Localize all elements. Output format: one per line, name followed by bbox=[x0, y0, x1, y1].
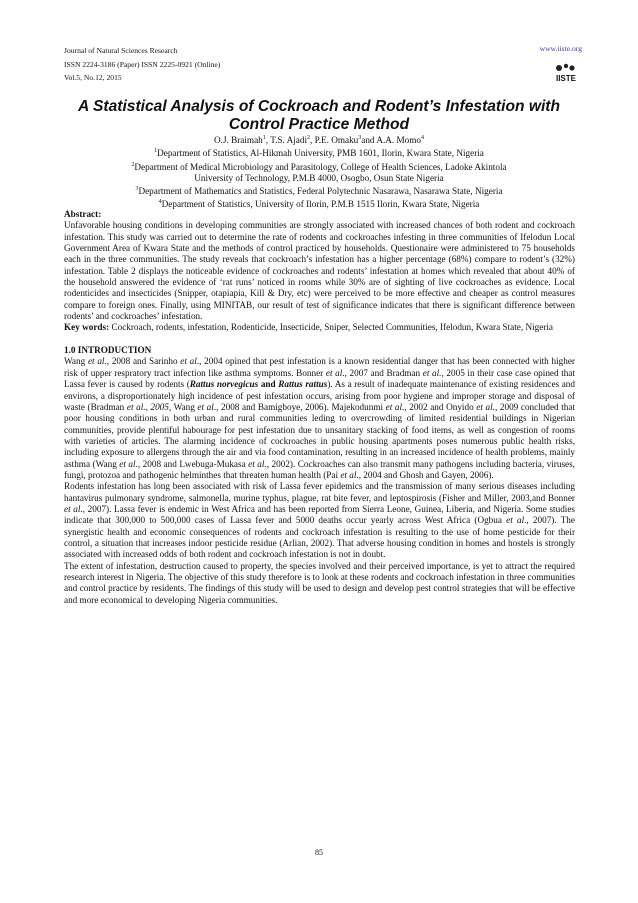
text-run: et al., 2005, bbox=[126, 401, 172, 412]
intro-paragraph-2 bbox=[64, 481, 575, 560]
affiliation-sup: 4 bbox=[158, 199, 162, 206]
text-run: Rattus rattus bbox=[278, 379, 328, 390]
text-run: ., 2007). The synergistic health and economic consequences of rodents and cockroach infestation is resulting to the use of home pesticide for their control, a situation that increases indoor pesticide residue (Arlian, 2002). That adverse housing condition in homes and hostels is strongly associated with increased odds of both rodent and cockroach infestation is not in doubt. bbox=[64, 515, 575, 560]
affiliation-text: Department of Statistics, Al-Hikmah University, PMB 1601, Ilorin, Kwara State, Nigeria bbox=[157, 148, 484, 159]
text-run: et al bbox=[87, 356, 105, 367]
author-1: O.J. Braimah bbox=[214, 135, 263, 146]
text-run: ., 2002 and Onyido bbox=[402, 401, 477, 412]
author-list bbox=[60, 133, 578, 146]
abstract-text: Unfavorable housing conditions in developing communities are strongly associated with increased chances of both rodent and cockroach infestation. This study was carried out to determine the rate of rodents and cockroaches infesting in three communities of Ifelodun Local Government Area of Kwara State and the methods of control practiced by households. Questionaire were administered to 75 households each in the three communities. The study reveals that cockroach’s infestation has a higher percentage (68%) compare to rodent’s (32%) infestation. Table 2 displays the noticeable evidence of cockroaches and rodents’ infestation at homes which revealed that about 40% of the household answered the evidence of ‘rat runs’ noticed in rooms while 30% are of sighting of live cockroaches as evidence. Local rodenticides and insecticides (Snipper, otapiapia, Kill & Dry, etc) were perceived to be more effective and cheaper as control measures compare to foreign ones. Finally, using MINITAB, our result of test of significance indicates that there is significant difference between rodents’ and cockroaches’ infestation. bbox=[64, 220, 575, 322]
affiliation-line bbox=[60, 160, 578, 173]
text-run: Rodents infestation has long been associated with risk of Lassa fever epidemics and the transmission of many serious diseases including hantavirus pulmonary syndrome, salmonella, murine typhus, plague, rat bite fever, and leptospirosis (Fisher and Miller, 2003,and Bonner bbox=[64, 481, 575, 503]
author-3-sup: 3 bbox=[358, 135, 362, 141]
text-run: Wang bbox=[64, 356, 88, 367]
abstract-heading: Abstract: bbox=[64, 209, 102, 219]
issn-line: ISSN 2224-3186 (Paper) ISSN 2225-0921 (Online) bbox=[64, 59, 221, 69]
text-run: ., 2007). Lassa fever is endemic in West Africa and has been reported from Sierra Leone, Guinea, Liberia, and Nigeria. Some studies indicate that 300,000 to 500,000 cases of Lassa fever and 5000 deaths occur yearly across West Africa (Ogbua bbox=[64, 503, 575, 526]
text-run: et al bbox=[64, 503, 81, 514]
text-run: ., 2008 and Lwebuga-Mukasa bbox=[135, 458, 249, 469]
text-run: et al bbox=[119, 458, 136, 469]
page-number: 85 bbox=[315, 848, 323, 857]
author-4-sup: 4 bbox=[420, 135, 424, 141]
paper-title: A Statistical Analysis of Cockroach and Rodent’s Infestation with Control Practice Method bbox=[77, 98, 561, 133]
text-run: Wang bbox=[171, 401, 198, 412]
text-run: ., 2002). Cockroaches can also transmit many pathogens including bacteria, viruses, fungi, protozoa and pathogenic helminthes that threaten human health (Pai bbox=[64, 458, 575, 480]
text-run: ., 2007 and Bradman bbox=[342, 367, 423, 378]
affiliation-text: Department of Mathematics and Statistics, Federal Polytechnic Nasarawa, Nasarawa State, Nigeria bbox=[138, 186, 503, 197]
text-run: ). As a result of inadequate maintenance of existing residences and environs, a disproportionately high incidence of pest infestation occurs, arising from poor hygiene and improper storage and disposal of waste (Bradman bbox=[64, 379, 575, 412]
svg-text:IISTE: IISTE bbox=[555, 74, 577, 83]
text-run: et al bbox=[506, 515, 525, 526]
text-run: ., 2004 opined that pest infestation is a known residential danger that has been connected with higher risk of upper respratory tract infection like asthma symptoms. Bonner bbox=[64, 356, 575, 378]
authors-block bbox=[60, 133, 578, 211]
author-2: , T.S. Ajadi bbox=[265, 135, 308, 146]
iiste-logo bbox=[553, 62, 579, 84]
journal-name: Journal of Natural Sciences Research bbox=[64, 46, 178, 55]
author-2-sup: 2 bbox=[307, 135, 311, 141]
text-run: , 2005 in their case case opined that Lassa fever is caused by rodents ( bbox=[64, 367, 575, 390]
affiliation-sup: 3 bbox=[135, 186, 139, 192]
paper-body bbox=[64, 209, 575, 606]
affiliations bbox=[60, 146, 578, 210]
text-run: Rattus norvegicus bbox=[189, 379, 259, 390]
journal-header bbox=[64, 44, 220, 85]
intro-paragraph-3: The extent of infestation, destruction caused to property, the species involved and their perceived importance, is yet to attract the required research interest in Nigeria. The objective of this study therefore is to look at these rodents and cockroach infestation in three communities and control practice by residents. The findings of this study will be used to design and develop pest control strategies that will be effective and more economical to developing Nigeria communities. bbox=[64, 560, 575, 605]
text-run: et al bbox=[180, 356, 197, 367]
intro-heading: 1.0 INTRODUCTION bbox=[64, 345, 152, 356]
volume-line: Vol.5, No.12, 2015 bbox=[64, 73, 122, 82]
affiliation-sup: 2 bbox=[131, 161, 135, 168]
author-3: , P.E. Omaku bbox=[310, 135, 359, 146]
author-4: and A.A. Momo bbox=[361, 135, 421, 146]
text-run: ., 2008 and Bamigboye, 2006). Majekodunmi bbox=[213, 401, 386, 412]
author-1-sup: 1 bbox=[262, 135, 266, 141]
text-run: et al. bbox=[422, 367, 442, 378]
text-run: ., 2004 and Ghosh and Gayen, 2006). bbox=[356, 469, 494, 480]
text-run: and bbox=[258, 379, 279, 390]
text-run: et al bbox=[325, 367, 343, 378]
text-run: ., 2008 and Sarinho bbox=[104, 356, 181, 367]
affiliation-sup: 1 bbox=[154, 148, 158, 155]
keywords-label: Key words: bbox=[64, 322, 110, 333]
journal-url-link[interactable]: www.iiste.org bbox=[539, 44, 582, 53]
affiliation-line bbox=[60, 146, 578, 159]
text-run: et al bbox=[340, 469, 357, 480]
text-run: et al bbox=[476, 401, 493, 412]
intro-paragraph-1 bbox=[64, 356, 575, 481]
affiliation-line bbox=[60, 184, 578, 197]
affiliation-line bbox=[60, 173, 578, 184]
keywords-text: Cockroach, rodents, infestation, Rodenticide, Insecticide, Sniper, Selected Communities, Ifelodun, Kwara State, Nigeria bbox=[109, 322, 553, 333]
text-run: et al bbox=[385, 401, 403, 412]
text-run: et al bbox=[197, 401, 214, 412]
affiliation-text: Department of Statistics, University of Ilorin, P.M.B 1515 Ilorin, Kwara State, Nigeria bbox=[161, 199, 480, 210]
text-run: et al bbox=[248, 458, 265, 469]
keywords bbox=[64, 322, 575, 333]
text-run: ., 2009 concluded that poor housing conditions in both urban and rural communities leding to overcrowding of limited residential buildings in Nigerian communities, provide plentiful habourage for pest infestation due to unsanitary stacking of food items, as well as congestion of rooms with varieties of articles. The alarming incidence of cockroaches in public housing apartments poses numerous public health risks, including exposure to allergens through the air and via food contamination, resulting in an increased incidence of health problems, mainly asthma (Wang bbox=[64, 401, 576, 469]
affiliation-text: Department of Medical Microbiology and Parasitology, College of Health Sciences, Ladoke Akintola bbox=[134, 161, 507, 172]
affiliation-text: University of Technology, P.M.B 4000, Osogbo, Osun State Nigeria bbox=[194, 172, 444, 183]
